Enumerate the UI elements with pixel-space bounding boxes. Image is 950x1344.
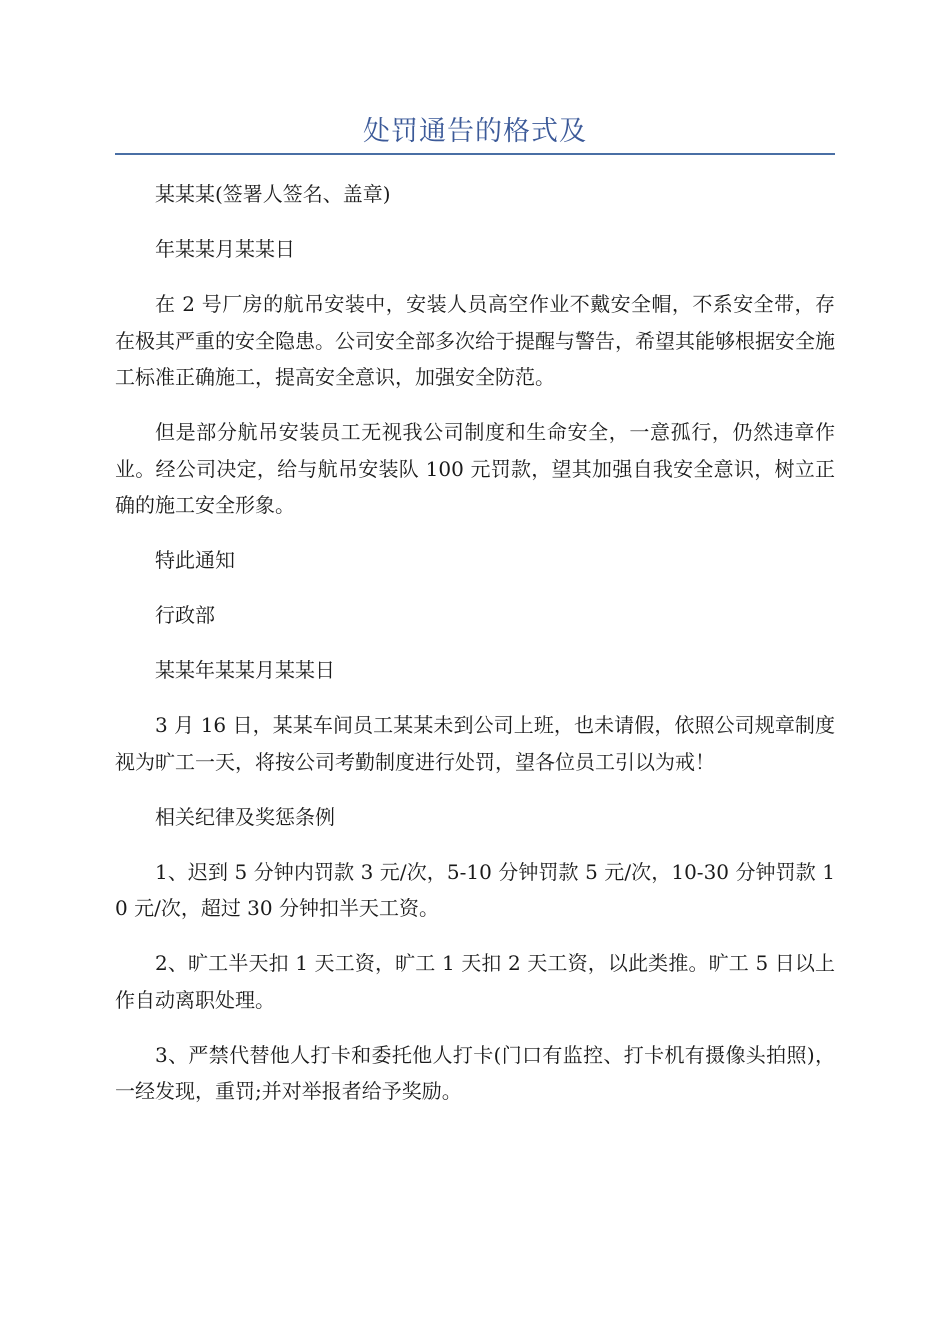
notice-closing: 特此通知 — [155, 548, 235, 572]
paragraph-absence: 3 月 16 日，某某车间员工某某未到公司上班，也未请假，依照公司规章制度视为旷工一天，将按公司考勤制度进行处罚，望各位员工引以为戒！ — [115, 713, 835, 774]
document-title: 处罚通告的格式及 — [363, 116, 587, 147]
paragraph-penalty: 但是部分航吊安装员工无视我公司制度和生命安全，一意孤行，仍然违章作业。经公司决定，给与航吊安装队 100 元罚款，望其加强自我安全意识，树立正确的施工安全形象。 — [115, 420, 835, 517]
rules-heading: 相关纪律及奖惩条例 — [155, 804, 335, 829]
paragraph-incident: 在 2 号厂房的航吊安装中，安装人员高空作业不戴安全帽，不系安全带，存在极其严重的安全隐患。公司安全部多次给于提醒与警告，希望其能够根据安全施工标准正确施工，提高安全意识，加强安全防范。 — [115, 292, 835, 389]
title-underline — [115, 153, 835, 155]
issue-date: 某某年某某月某某日 — [155, 658, 335, 682]
rule-item-2: 2、旷工半天扣 1 天工资，旷工 1 天扣 2 天工资，以此类推。旷工 5 日以上作自动离职处理。 — [115, 951, 835, 1012]
document-body — [115, 176, 835, 1128]
signature-line: 某某某(签署人签名、盖章) — [155, 182, 391, 206]
rule-item-1: 1、迟到 5 分钟内罚款 3 元/次，5-10 分钟罚款 5 元/次，10-30 分钟罚款 10 元/次，超过 30 分钟扣半天工资。 — [115, 859, 835, 920]
rule-item-3: 3、严禁代替他人打卡和委托他人打卡(门口有监控、打卡机有摄像头拍照)，一经发现，重罚;并对举报者给予奖励。 — [115, 1042, 835, 1103]
date-line: 年某某月某某日 — [155, 237, 295, 261]
issuing-department: 行政部 — [155, 603, 215, 627]
